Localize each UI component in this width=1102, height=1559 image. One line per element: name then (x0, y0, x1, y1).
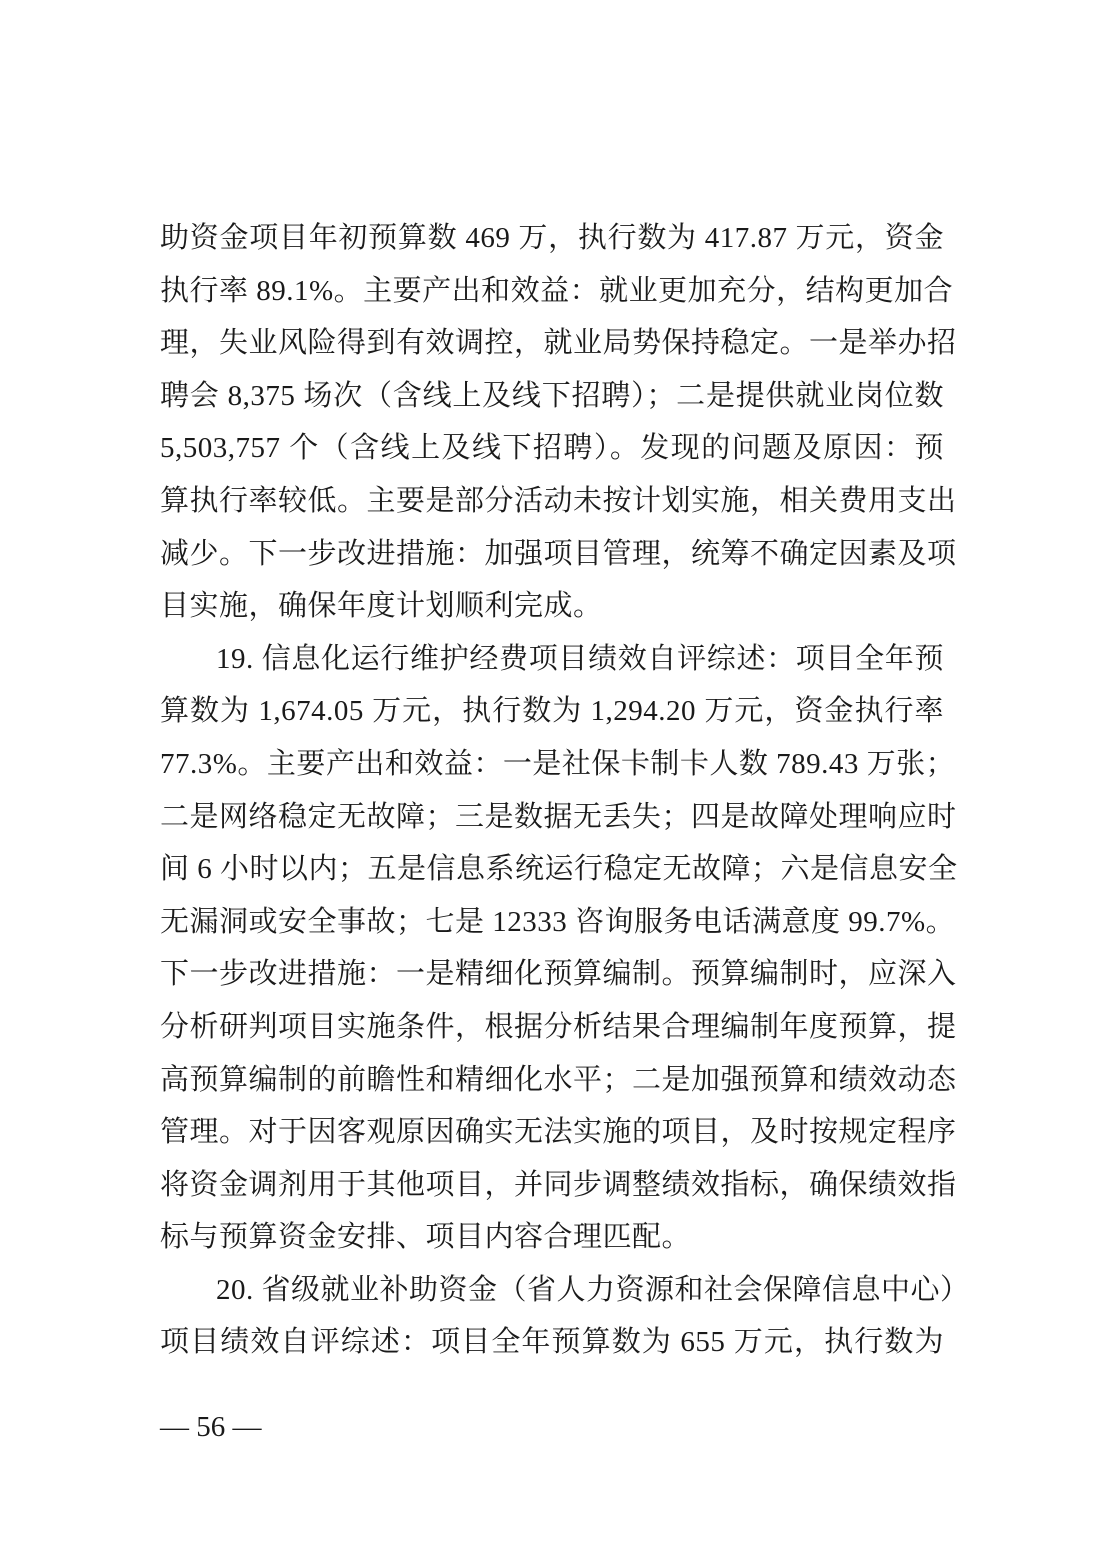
page-number: — 56 — (160, 1411, 262, 1443)
text-line: 无漏洞或安全事故；七是 12333 咨询服务电话满意度 99.7%。 (160, 905, 956, 938)
text-line: 高预算编制的前瞻性和精细化水平；二是加强预算和绩效动态 (160, 1063, 957, 1096)
text-line: 标与预算资金安排、项目内容合理匹配。 (160, 1221, 692, 1254)
paragraph-heading-line: 19. 信息化运行维护经费项目绩效自评综述：项目全年预 (216, 642, 944, 675)
text-line: 理，失业风险得到有效调控，就业局势保持稳定。一是举办招 (160, 327, 957, 360)
text-line: 分析研判项目实施条件，根据分析结果合理编制年度预算，提 (160, 1010, 957, 1043)
text-line: 管理。对于因客观原因确实无法实施的项目，及时按规定程序 (160, 1116, 957, 1149)
text-line: 项目绩效自评综述：项目全年预算数为 655 万元，执行数为 (160, 1326, 944, 1359)
text-line: 算数为 1,674.05 万元，执行数为 1,294.20 万元，资金执行率 (160, 695, 944, 728)
text-line: 下一步改进措施：一是精细化预算编制。预算编制时，应深入 (160, 958, 957, 991)
text-line: 聘会 8,375 场次（含线上及线下招聘）；二是提供就业岗位数 (160, 379, 944, 412)
text-line: 二是网络稳定无故障；三是数据无丢失；四是故障处理响应时 (160, 800, 957, 833)
body-text (160, 212, 970, 1369)
text-line: 执行率 89.1%。主要产出和效益：就业更加充分，结构更加合 (160, 274, 954, 307)
text-line: 减少。下一步改进措施：加强项目管理，统筹不确定因素及项 (160, 537, 957, 570)
text-line: 助资金项目年初预算数 469 万，执行数为 417.87 万元，资金 (160, 222, 944, 254)
text-line: 将资金调剂用于其他项目，并同步调整绩效指标，确保绩效指 (160, 1168, 957, 1201)
paragraph-heading-line: 20. 省级就业补助资金（省人力资源和社会保障信息中心） (216, 1273, 970, 1306)
text-line: 5,503,757 个（含线上及线下招聘）。发现的问题及原因：预 (160, 432, 944, 465)
text-line: 间 6 小时以内；五是信息系统运行稳定无故障；六是信息安全 (160, 853, 958, 886)
text-line: 算执行率较低。主要是部分活动未按计划实施，相关费用支出 (160, 484, 957, 517)
text-line: 77.3%。主要产出和效益：一是社保卡制卡人数 789.43 万张； (160, 747, 956, 780)
text-line: 目实施，确保年度计划顺利完成。 (160, 590, 603, 623)
